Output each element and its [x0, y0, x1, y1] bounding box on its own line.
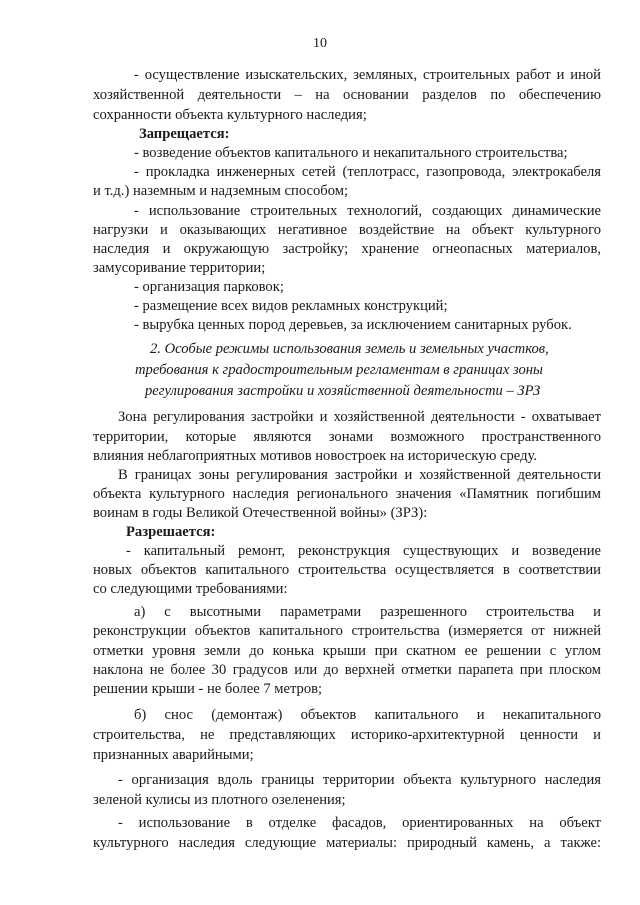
text-line: решении крыши - не более 7 метров;: [93, 681, 323, 697]
text-line: зеленой кулисы из плотного озеленения;: [93, 792, 346, 808]
text-line: наследия и окружающую застройку; хранение огнеопасных материалов,: [93, 241, 601, 257]
text-line: строительства, не представляющих историко-архитектурной ценности и: [93, 727, 601, 743]
list-item: - использование в отделке фасадов, ориентированных на объект: [118, 815, 601, 831]
text-line: влияния неблагоприятных мотивов новостроек на историческую среду.: [93, 448, 537, 464]
text-line: реконструкции объектов капитального строительства (измеряется от нижней: [93, 623, 601, 639]
section-title-line: регулирования застройки и хозяйственной деятельности – ЗРЗ: [145, 383, 541, 399]
list-item: - возведение объектов капитального и некапитального строительства;: [134, 145, 568, 161]
section-heading-prohibited: Запрещается:: [139, 126, 230, 142]
list-item: - использование строительных технологий, создающих динамические: [134, 203, 601, 219]
list-item: - организация вдоль границы территории объекта культурного наследия: [118, 772, 601, 788]
section-heading-permitted: Разрешается:: [126, 524, 216, 540]
list-item: а) с высотными параметрами разрешенного строительства и: [134, 604, 601, 620]
text-line: замусоривание территории;: [93, 260, 266, 276]
text-line: В границах зоны регулирования застройки и хозяйственной деятельности: [118, 467, 601, 483]
section-title-line: требования к градостроительным регламентам в границах зоны: [135, 362, 543, 378]
section-title-line: 2. Особые режимы использования земель и земельных участков,: [150, 341, 549, 357]
text-line: со следующими требованиями:: [93, 581, 288, 597]
list-item: - организация парковок;: [134, 279, 284, 295]
text-line: Зона регулирования застройки и хозяйственной деятельности - охватывает: [118, 409, 601, 425]
text-line: хозяйственной деятельности – на основании разделов по обеспечению: [93, 87, 601, 103]
list-item: - размещение всех видов рекламных конструкций;: [134, 298, 448, 314]
text-line: - осуществление изыскательских, земляных, строительных работ и иной: [134, 67, 601, 83]
text-line: нагрузки и оказывающих негативное воздействие на объект культурного: [93, 222, 601, 238]
text-line: новых объектов капитального строительства осуществляется в соответствии: [93, 562, 601, 578]
list-item: - прокладка инженерных сетей (теплотрасс, газопровода, электрокабеля: [134, 164, 601, 180]
text-line: признанных аварийными;: [93, 747, 254, 763]
list-item: - капитальный ремонт, реконструкция существующих и возведение: [126, 543, 601, 559]
list-item: б) снос (демонтаж) объектов капитального и некапитального: [134, 707, 601, 723]
page-number: 10: [313, 36, 327, 51]
text-line: территории, которые являются зонами возможного пространственного: [93, 429, 601, 445]
text-line: отметки уровня земли до конька крыши при скатном ее решении с углом: [93, 643, 601, 659]
text-line: объекта культурного наследия регионального значения «Памятник погибшим: [93, 486, 601, 502]
list-item: - вырубка ценных пород деревьев, за исключением санитарных рубок.: [134, 317, 572, 333]
text-line: воинам в годы Великой Отечественной войны» (ЗРЗ):: [93, 505, 428, 521]
text-line: наклона не более 30 градусов или до верхней отметки парапета при плоском: [93, 662, 601, 678]
text-line: культурного наследия следующие материалы: природный камень, а также:: [93, 835, 601, 851]
text-line: сохранности объекта культурного наследия;: [93, 107, 367, 123]
text-line: и т.д.) наземным и надземным способом;: [93, 183, 349, 199]
